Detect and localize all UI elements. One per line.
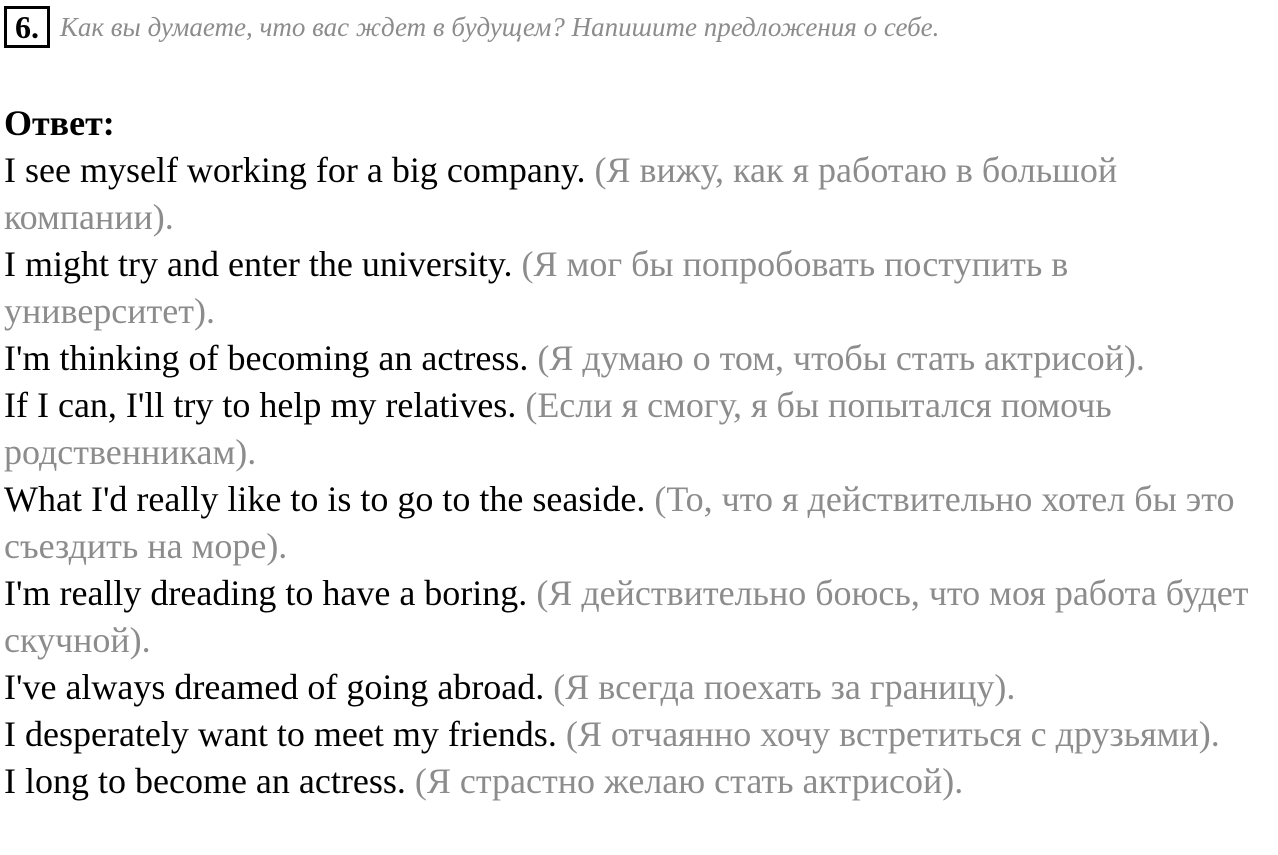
russian-translation: (Я мог бы попробовать поступить в университет). bbox=[4, 244, 1069, 331]
task-instruction: Как вы думаете, что вас ждет в будущем? Напишите предложения о себе. bbox=[60, 11, 940, 42]
russian-translation: (Я действительно боюсь, что моя работа будет скучной). bbox=[4, 573, 1249, 660]
russian-translation: (Я думаю о том, чтобы стать актрисой). bbox=[537, 338, 1145, 378]
answer-line bbox=[4, 664, 1276, 711]
answer-line bbox=[4, 335, 1276, 382]
russian-translation: (Я всегда поехать за границу). bbox=[553, 667, 1016, 707]
russian-translation: (Если я смогу, я бы попытался помочь родственникам). bbox=[4, 385, 1112, 472]
russian-translation: (Я страстно желаю стать актрисой). bbox=[414, 761, 964, 801]
answer-title: Ответ: bbox=[4, 103, 115, 143]
task-header bbox=[4, 6, 939, 48]
task-number: 6. bbox=[4, 6, 50, 48]
english-sentence: I might try and enter the university. bbox=[4, 244, 513, 284]
english-sentence: If I can, I'll try to help my relatives. bbox=[4, 385, 517, 425]
answer-line bbox=[4, 147, 1276, 241]
answer-section bbox=[4, 100, 1276, 805]
english-sentence: I see myself working for a big company. bbox=[4, 150, 586, 190]
answer-line bbox=[4, 241, 1276, 335]
answer-line bbox=[4, 382, 1276, 476]
english-sentence: I've always dreamed of going abroad. bbox=[4, 667, 545, 707]
english-sentence: What I'd really like to is to go to the seaside. bbox=[4, 479, 646, 519]
russian-translation: (Я вижу, как я работаю в большой компании). bbox=[4, 150, 1118, 237]
answer-line bbox=[4, 570, 1276, 664]
english-sentence: I'm really dreading to have a boring. bbox=[4, 573, 528, 613]
russian-translation: (Я отчаянно хочу встретиться с друзьями). bbox=[565, 714, 1220, 754]
answer-line bbox=[4, 758, 1276, 805]
answer-line bbox=[4, 476, 1276, 570]
english-sentence: I long to become an actress. bbox=[4, 761, 406, 801]
answer-line bbox=[4, 711, 1276, 758]
english-sentence: I'm thinking of becoming an actress. bbox=[4, 338, 529, 378]
english-sentence: I desperately want to meet my friends. bbox=[4, 714, 557, 754]
russian-translation: (То, что я действительно хотел бы это съездить на море). bbox=[4, 479, 1235, 566]
